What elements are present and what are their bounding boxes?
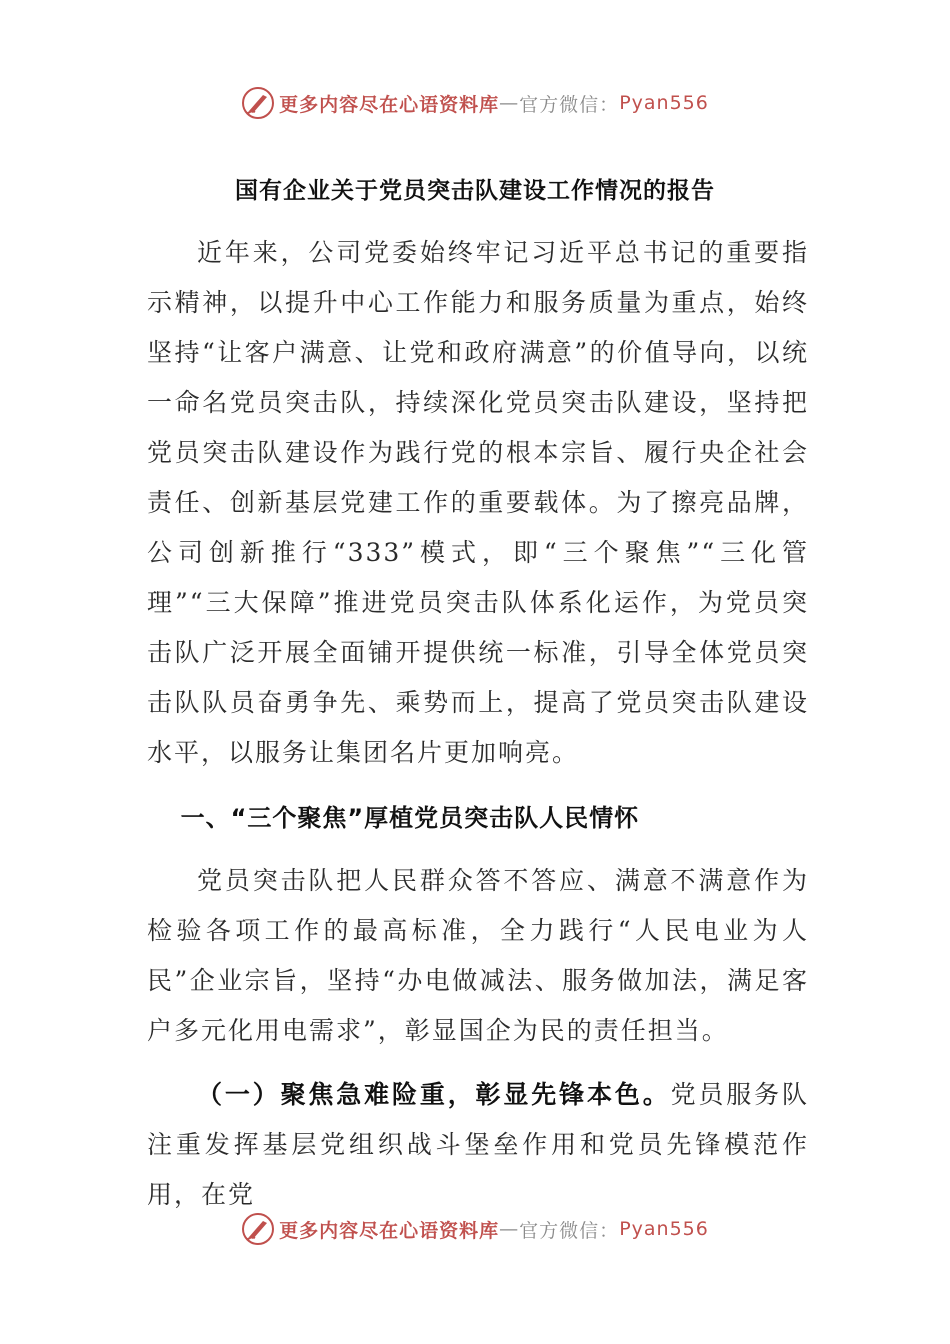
watermark-wechat-id: Pyan556: [619, 1218, 709, 1240]
watermark-brand: 更多内容尽在心语资料库: [279, 1219, 500, 1242]
subsection-1-lead: （一）聚焦急难险重，彰显先锋本色。: [197, 1080, 671, 1109]
intro-paragraph: 近年来，公司党委始终牢记习近平总书记的重要指示精神，以提升中心工作能力和服务质量为重点，始终坚持“让客户满意、让党和政府满意”的价值导向，以统一命名党员突击队，持续深化党员突击队建设，坚持把党员突击队建设作为践行党的根本宗旨、履行央企社会责任、创新基层党建工作的重要载体。为了擦亮品牌，公司创新推行“333”模式，即“三个聚焦”“三化管理”“三大保障”推进党员突击队体系化运作，为党员突击队广泛开展全面铺开提供统一标准，引导全体党员突击队队员奋勇争先、乘势而上，提高了党员突击队建设水平，以服务让集团名片更加响亮。: [147, 238, 809, 767]
document-title: 国有企业关于党员突击队建设工作情况的报告: [235, 178, 715, 204]
section-1-paragraph: 党员突击队把人民群众答不答应、满意不满意作为检验各项工作的最高标准，全力践行“人民电业为人民”企业宗旨，坚持“办电做减法、服务做加法，满足客户多元化用电需求”，彰显国企为民的责任担当。: [147, 866, 809, 1045]
watermark-label: 官方微信：: [519, 1219, 620, 1242]
watermark-header: [0, 86, 950, 120]
document-body: [147, 228, 809, 1220]
watermark-brand: 更多内容尽在心语资料库: [279, 93, 500, 116]
watermark-dash: —: [499, 1218, 520, 1240]
watermark-label: 官方微信：: [519, 93, 620, 116]
subsection-1-paragraph: [147, 1070, 809, 1220]
watermark-wechat-id: Pyan556: [619, 92, 709, 114]
quill-pen-logo-icon: [241, 1212, 275, 1246]
section-1-heading: 一、“三个聚焦”厚植党员突击队人民情怀: [180, 804, 640, 832]
quill-pen-logo-icon: [241, 86, 275, 120]
subsection-1-text: 党员服务队注重发挥基层党组织战斗堡垒作用和党员先锋模范作用，在党: [147, 1080, 809, 1209]
watermark-dash: —: [499, 92, 520, 114]
watermark-footer: [0, 1212, 950, 1246]
